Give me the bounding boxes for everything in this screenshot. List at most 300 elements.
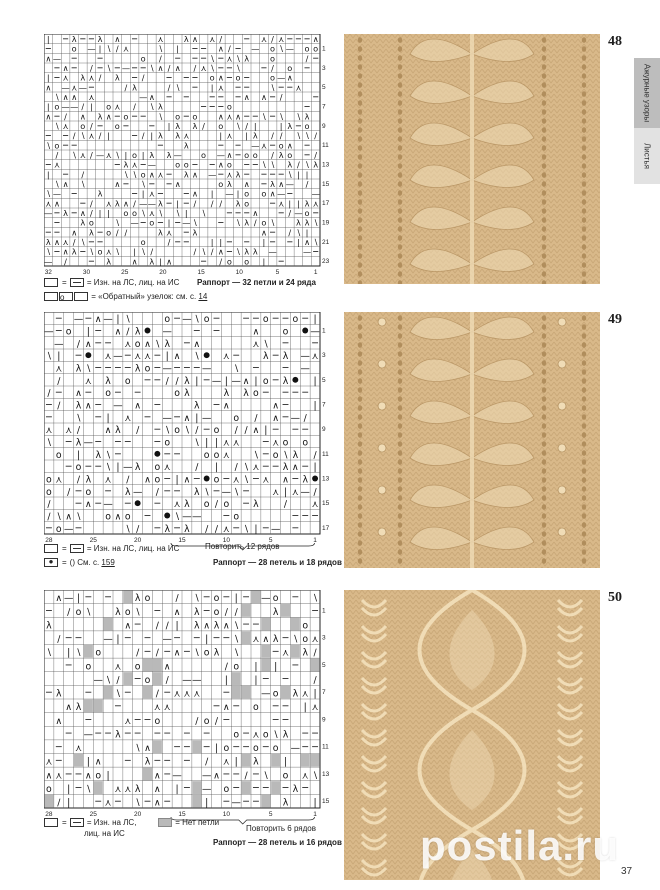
svg-text:o: o [282, 437, 289, 449]
svg-text:⋏: ⋏ [222, 351, 230, 363]
svg-text:|: | [46, 169, 50, 180]
svg-text:∖: ∖ [54, 91, 60, 102]
col-number: 15 [197, 269, 205, 276]
legend-plain: = = Изн. на ЛС, [44, 818, 136, 827]
svg-text:⋏: ⋏ [183, 130, 190, 141]
svg-text:—: — [294, 207, 303, 218]
svg-text:|: | [313, 375, 317, 387]
svg-text:λ: λ [71, 246, 77, 257]
svg-text:o: o [123, 111, 129, 122]
svg-text:|: | [224, 674, 228, 686]
no-stitch-cell-icon [158, 818, 172, 827]
svg-text:o: o [55, 449, 62, 461]
svg-text:∕: ∕ [175, 593, 179, 605]
svg-text:|: | [234, 593, 238, 605]
svg-text:∖: ∖ [235, 62, 241, 73]
svg-text:—: — [44, 326, 54, 338]
svg-text:o: o [253, 702, 259, 714]
svg-text:o: o [149, 217, 155, 228]
svg-text:⋏: ⋏ [148, 207, 155, 218]
svg-text:|: | [205, 634, 209, 646]
svg-text:∕: ∕ [76, 474, 81, 486]
svg-text:o: o [154, 474, 161, 486]
svg-text:—: — [251, 140, 260, 151]
svg-text:—: — [231, 797, 241, 809]
svg-text:—: — [147, 198, 156, 209]
svg-text:o: o [154, 715, 161, 727]
svg-text:|: | [184, 207, 188, 218]
svg-text:∖: ∖ [134, 743, 141, 755]
svg-text:—: — [268, 246, 277, 257]
col-number: 5 [268, 537, 273, 544]
svg-text:∖: ∖ [243, 523, 250, 535]
svg-text:o: o [174, 425, 180, 437]
svg-text:|: | [141, 188, 145, 199]
svg-text:o: o [272, 688, 279, 700]
svg-text:—: — [113, 351, 123, 363]
svg-text:o: o [124, 375, 131, 387]
svg-text:o: o [253, 388, 259, 400]
svg-text:—: — [261, 688, 271, 700]
svg-text:∧: ∧ [55, 715, 63, 727]
svg-text:∕: ∕ [219, 198, 223, 209]
svg-text:⋏: ⋏ [148, 188, 155, 199]
svg-text:o: o [95, 770, 102, 782]
svg-text:∖: ∖ [88, 246, 95, 257]
svg-text:o: o [223, 783, 230, 795]
svg-text:∧: ∧ [45, 53, 52, 64]
svg-text:∖: ∖ [140, 246, 146, 257]
svg-text:λ: λ [80, 72, 86, 83]
svg-text:λ: λ [175, 120, 181, 131]
svg-text:∧: ∧ [262, 634, 270, 646]
svg-text:o: o [253, 743, 259, 755]
purl-cell-icon [70, 544, 84, 553]
svg-text:|: | [175, 620, 179, 632]
svg-text:λ: λ [149, 149, 155, 160]
col-number: 10 [222, 811, 230, 818]
svg-text:∖: ∖ [54, 120, 60, 131]
svg-text:o: o [201, 149, 207, 160]
svg-text:⋏: ⋏ [226, 130, 233, 141]
svg-text:∖: ∖ [183, 425, 190, 437]
svg-text:∖: ∖ [154, 338, 161, 350]
svg-text:∕: ∕ [219, 34, 223, 44]
svg-text:|: | [159, 256, 162, 267]
svg-text:∕: ∕ [116, 674, 120, 686]
svg-text:∕: ∕ [228, 43, 231, 54]
svg-text:—: — [162, 326, 172, 338]
svg-text:∧: ∧ [217, 246, 224, 257]
row-number: 7 [322, 103, 326, 111]
svg-text:∖: ∖ [235, 53, 241, 64]
svg-text:—: — [285, 43, 294, 54]
svg-text:∖: ∖ [75, 647, 82, 659]
svg-text:—: — [216, 149, 225, 160]
svg-text:—: — [113, 400, 123, 412]
svg-text:⋏: ⋏ [301, 770, 309, 782]
svg-text:λ: λ [106, 256, 112, 267]
svg-text:λ: λ [304, 198, 310, 209]
svg-text:∖: ∖ [272, 729, 279, 741]
svg-text:|: | [205, 437, 209, 449]
svg-text:∕: ∕ [210, 246, 214, 257]
svg-text:|: | [86, 756, 90, 768]
svg-text:λ: λ [166, 149, 172, 160]
svg-text:⋏: ⋏ [131, 159, 138, 170]
svg-text:⋏: ⋏ [124, 715, 132, 727]
svg-text:∕: ∕ [313, 647, 317, 659]
svg-text:∖: ∖ [193, 351, 200, 363]
svg-text:λ: λ [304, 111, 310, 122]
svg-text:∕: ∕ [313, 674, 317, 686]
svg-text:—: — [201, 783, 212, 795]
svg-text:λ: λ [282, 729, 289, 741]
svg-text:—: — [162, 363, 172, 375]
row-number: 23 [322, 258, 330, 266]
svg-text:∖: ∖ [75, 511, 82, 523]
svg-text:λ: λ [75, 702, 82, 714]
row-number: 11 [322, 450, 329, 458]
svg-text:λ: λ [278, 149, 284, 160]
empty-cell-icon [44, 278, 58, 287]
svg-text:⋏: ⋏ [262, 474, 270, 486]
svg-text:—: — [277, 188, 286, 199]
svg-text:∖: ∖ [233, 620, 240, 632]
svg-text:∖: ∖ [114, 217, 120, 228]
svg-text:∧: ∧ [114, 326, 122, 338]
svg-text:∕: ∕ [126, 474, 130, 486]
svg-text:∧: ∧ [71, 91, 78, 102]
svg-text:λ: λ [56, 688, 62, 700]
col-number: 10 [222, 537, 230, 544]
svg-text:—: — [70, 101, 79, 112]
svg-text:—: — [182, 217, 191, 228]
svg-text:—: — [132, 486, 143, 498]
svg-text:∖: ∖ [45, 246, 51, 257]
svg-text:—: — [300, 363, 310, 375]
svg-text:|: | [165, 351, 169, 363]
svg-text:∧: ∧ [71, 227, 78, 238]
svg-text:λ: λ [194, 620, 200, 632]
svg-text:|: | [195, 412, 199, 424]
legend-plain: = = Изн. на ЛС, лиц. на ИС [44, 278, 179, 287]
svg-text:o: o [95, 647, 102, 659]
svg-text:⋏: ⋏ [45, 198, 52, 209]
svg-text:λ: λ [175, 130, 181, 141]
svg-text:—: — [93, 674, 103, 686]
svg-text:o: o [192, 111, 198, 122]
svg-text:∕: ∕ [234, 606, 238, 618]
svg-text:|: | [90, 101, 93, 112]
svg-text:o: o [140, 236, 146, 247]
svg-text:∖: ∖ [75, 412, 82, 424]
svg-text:λ: λ [282, 351, 289, 363]
side-tab-lace[interactable]: Ажурные узоры [634, 58, 660, 128]
svg-text:∖: ∖ [105, 462, 112, 474]
page-number: 37 [621, 866, 633, 877]
svg-text:∖: ∖ [131, 169, 138, 180]
svg-text:∧: ∧ [62, 91, 69, 102]
svg-text:|: | [116, 314, 120, 326]
svg-text:∖: ∖ [193, 647, 200, 659]
svg-text:∖: ∖ [45, 188, 51, 199]
svg-text:∖: ∖ [140, 178, 146, 189]
svg-text:—: — [63, 523, 74, 535]
svg-text:∕: ∕ [90, 198, 93, 209]
svg-text:|: | [297, 198, 300, 209]
svg-text:⋏: ⋏ [163, 462, 171, 474]
svg-text:⋏: ⋏ [226, 53, 233, 64]
svg-text:∕: ∕ [98, 130, 102, 141]
svg-text:o: o [46, 474, 52, 486]
svg-text:o: o [124, 511, 131, 523]
svg-text:⋏: ⋏ [311, 499, 319, 511]
row-number: 3 [322, 352, 326, 360]
svg-text:⋏: ⋏ [124, 412, 132, 424]
svg-text:∖: ∖ [105, 449, 112, 461]
svg-text:∖: ∖ [243, 462, 250, 474]
svg-text:⋏: ⋏ [173, 688, 181, 700]
row-number: 1 [322, 607, 326, 615]
svg-text:∖: ∖ [114, 246, 120, 257]
svg-text:o: o [270, 53, 276, 64]
svg-text:—: — [201, 412, 212, 424]
svg-text:o: o [75, 462, 82, 474]
svg-text:∖: ∖ [134, 606, 141, 618]
legend-bobble: ● = () См. с. 159 [44, 558, 115, 567]
svg-text:∖: ∖ [235, 120, 241, 131]
svg-text:|: | [150, 130, 154, 141]
svg-text:∖: ∖ [235, 217, 241, 228]
svg-text:|: | [205, 797, 209, 809]
svg-text:⋏: ⋏ [226, 169, 233, 180]
svg-text:⋏: ⋏ [209, 34, 216, 44]
svg-text:∧: ∧ [217, 72, 224, 83]
svg-text:λ: λ [184, 499, 190, 511]
svg-text:⋏: ⋏ [114, 101, 121, 112]
svg-text:⋏: ⋏ [62, 72, 69, 83]
svg-text:⋏: ⋏ [222, 449, 230, 461]
svg-text:∕: ∕ [305, 53, 309, 64]
row-number: 17 [322, 200, 330, 208]
svg-text:⋏: ⋏ [104, 474, 112, 486]
svg-text:o: o [203, 647, 210, 659]
row-number: 13 [322, 770, 330, 778]
svg-text:λ: λ [292, 783, 299, 795]
col-number: 20 [134, 811, 142, 818]
svg-text:o: o [287, 149, 293, 160]
col-number: 25 [89, 537, 97, 544]
svg-text:o: o [144, 593, 151, 605]
svg-text:∕: ∕ [150, 246, 154, 257]
svg-text:o: o [213, 606, 220, 618]
svg-text:|: | [67, 783, 71, 795]
svg-text:∖: ∖ [233, 363, 240, 375]
svg-text:|: | [210, 236, 214, 247]
svg-text:—: — [311, 188, 320, 199]
svg-text:⋏: ⋏ [272, 437, 280, 449]
svg-text:λ: λ [132, 82, 137, 93]
svg-text:∕: ∕ [288, 207, 292, 218]
svg-text:λ: λ [149, 256, 155, 267]
svg-text:∕: ∕ [305, 178, 309, 189]
svg-text:—: — [139, 198, 148, 209]
svg-text:o: o [272, 449, 279, 461]
svg-text:—: — [63, 593, 74, 605]
svg-text:∖: ∖ [269, 82, 276, 93]
svg-text:|: | [297, 169, 300, 180]
svg-text:⋏: ⋏ [311, 351, 319, 363]
svg-text:—: — [95, 149, 105, 160]
svg-text:|: | [176, 198, 180, 209]
svg-text:—: — [121, 62, 131, 73]
row-number: 15 [322, 500, 330, 508]
svg-text:⋏: ⋏ [217, 82, 224, 93]
row-number: 17 [322, 524, 330, 532]
svg-text:o: o [233, 511, 240, 523]
svg-text:o: o [244, 198, 250, 209]
svg-text:∖: ∖ [85, 783, 92, 795]
svg-text:⋏: ⋏ [278, 34, 285, 44]
svg-text:⋏: ⋏ [157, 169, 164, 180]
svg-text:⋏: ⋏ [252, 462, 260, 474]
svg-text:|: | [214, 437, 219, 449]
svg-text:o: o [233, 661, 240, 673]
svg-text:—: — [103, 634, 113, 646]
row-number: 3 [322, 64, 326, 72]
svg-text:|: | [133, 246, 136, 257]
svg-text:λ: λ [292, 688, 299, 700]
svg-text:o: o [272, 593, 279, 605]
svg-text:∧: ∧ [79, 207, 86, 218]
svg-text:⋏: ⋏ [144, 351, 151, 363]
svg-text:λ: λ [263, 351, 269, 363]
row-number: 15 [322, 798, 330, 806]
svg-text:⋏: ⋏ [252, 634, 260, 646]
svg-text:∧: ∧ [144, 474, 151, 486]
col-number: 20 [159, 269, 167, 276]
svg-text:o: o [97, 246, 103, 257]
svg-text:o: o [123, 207, 129, 218]
legend-no-stitch: = Нет петли [158, 818, 219, 827]
svg-text:o: o [164, 437, 171, 449]
svg-text:o: o [46, 783, 52, 795]
svg-text:∖: ∖ [80, 236, 86, 247]
svg-text:∕: ∕ [55, 149, 59, 160]
svg-text:∖: ∖ [235, 246, 241, 257]
svg-text:∧: ∧ [191, 188, 198, 199]
row-number: 13 [322, 475, 330, 483]
svg-text:λ: λ [270, 178, 275, 189]
svg-text:⋏: ⋏ [260, 140, 267, 151]
svg-text:o: o [85, 661, 92, 673]
svg-text:|: | [283, 486, 288, 498]
svg-text:|: | [76, 449, 81, 461]
svg-text:∕: ∕ [214, 499, 219, 511]
svg-text:⋏: ⋏ [222, 437, 230, 449]
svg-text:|: | [67, 797, 71, 809]
svg-text:o: o [304, 43, 310, 54]
row-number: 1 [322, 45, 326, 53]
svg-text:—: — [78, 82, 87, 93]
svg-text:λ: λ [287, 120, 293, 131]
svg-text:λ: λ [252, 246, 258, 257]
svg-text:∧: ∧ [94, 756, 102, 768]
svg-text:∧: ∧ [252, 207, 259, 218]
svg-text:⋏: ⋏ [104, 797, 112, 809]
svg-text:∕: ∕ [214, 715, 219, 727]
svg-text:λ: λ [192, 227, 198, 238]
svg-text:⋏: ⋏ [79, 149, 86, 160]
col-number: 1 [313, 811, 317, 818]
svg-text:⋏: ⋏ [104, 351, 112, 363]
col-number: 20 [134, 537, 142, 544]
svg-text:∧: ∧ [105, 111, 112, 122]
svg-text:⋏: ⋏ [282, 647, 289, 659]
svg-text:|: | [254, 375, 258, 387]
svg-text:|: | [245, 130, 249, 141]
svg-text:⋏: ⋏ [114, 661, 122, 673]
svg-text:o: o [287, 62, 293, 73]
svg-text:∖: ∖ [85, 606, 92, 618]
svg-text:⋏: ⋏ [75, 743, 82, 755]
svg-text:∕: ∕ [124, 82, 128, 93]
svg-text:o: o [213, 425, 220, 437]
row-number: 11 [322, 142, 329, 150]
svg-text:|: | [236, 188, 240, 199]
svg-text:o: o [134, 338, 141, 350]
svg-text:o: o [223, 743, 230, 755]
svg-text:o: o [282, 326, 289, 338]
svg-text:⋏: ⋏ [88, 72, 95, 83]
svg-text:λ: λ [123, 159, 129, 170]
svg-text:λ: λ [304, 217, 310, 228]
svg-text:—: — [270, 523, 281, 535]
rapport-label: Раппорт — 32 петли и 24 ряда [197, 278, 316, 287]
svg-text:⋏: ⋏ [232, 474, 240, 486]
svg-text:∧: ∧ [45, 82, 52, 93]
svg-text:∕: ∕ [81, 101, 85, 112]
svg-text:λ: λ [97, 188, 103, 199]
side-tab-leaves[interactable]: Листья [634, 128, 660, 184]
svg-text:∖: ∖ [124, 523, 131, 535]
svg-text:∧: ∧ [191, 169, 198, 180]
svg-text:⋏: ⋏ [124, 338, 132, 350]
col-number: 5 [268, 811, 273, 818]
svg-text:o: o [213, 449, 220, 461]
svg-text:⋏: ⋏ [252, 729, 260, 741]
svg-text:—: — [52, 53, 62, 64]
svg-text:∧: ∧ [163, 661, 171, 673]
svg-text:|: | [305, 227, 309, 238]
svg-text:o: o [105, 388, 111, 400]
svg-text:o: o [144, 363, 151, 375]
svg-text:∖: ∖ [312, 770, 319, 782]
svg-text:λ: λ [313, 159, 319, 170]
svg-text:λ: λ [213, 620, 220, 632]
svg-text:∖: ∖ [149, 101, 155, 112]
svg-text:∧: ∧ [252, 425, 260, 437]
knot-center-icon: o [59, 292, 73, 301]
svg-text:⋏: ⋏ [232, 437, 240, 449]
svg-text:⋏: ⋏ [45, 756, 53, 768]
svg-text:λ: λ [213, 647, 220, 659]
svg-text:o: o [154, 462, 161, 474]
svg-text:∕: ∕ [155, 647, 159, 659]
svg-text:—: — [302, 246, 312, 257]
svg-text:—: — [44, 256, 53, 267]
